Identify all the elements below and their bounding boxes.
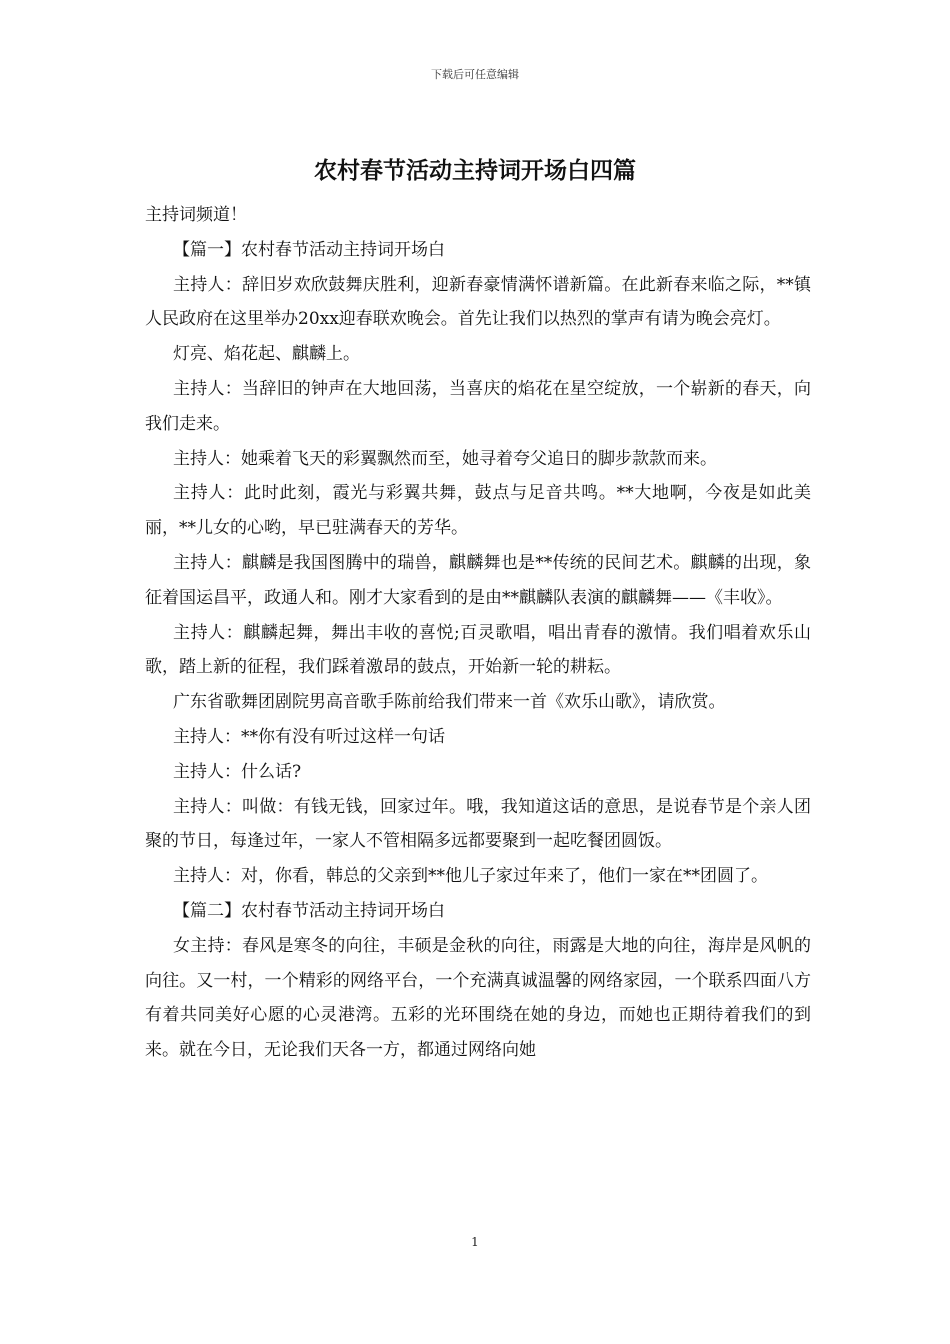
page-number: 1 xyxy=(471,1235,479,1249)
paragraph: 主持人：叫做：有钱无钱，回家过年。哦，我知道这话的意思，是说春节是个亲人团聚的节日，每逢过年，一家人不管相隔多远都要聚到一起吃餐团圆饭。 xyxy=(145,796,811,852)
paragraph: 【篇二】农村春节活动主持词开场白 xyxy=(173,900,445,921)
paragraph: 女主持：春风是寒冬的向往，丰硕是金秋的向往，雨露是大地的向往，海岸是风帆的向往。又一村，一个精彩的网络平台，一个充满真诚温馨的网络家园，一个联系四面八方有着共同美好心愿的心灵港湾。五彩的光环围绕在她的身边，而她也正期待着我们的到来。就在今日，无论我们天各一方，都通过网络向她 xyxy=(145,935,811,1061)
paragraph: 主持人：什么话? xyxy=(173,761,302,782)
paragraph: 主持人：麒麟起舞，舞出丰收的喜悦;百灵歌唱，唱出青春的激情。我们唱着欢乐山歌，踏上新的征程，我们踩着激昂的鼓点，开始新一轮的耕耘。 xyxy=(145,622,811,678)
header-note: 下载后可任意编辑 xyxy=(431,68,519,81)
paragraph: 主持人：此时此刻，霞光与彩翼共舞，鼓点与足音共鸣。**大地啊，今夜是如此美丽，**儿女的心哟，早已驻满春天的芳华。 xyxy=(145,483,811,539)
paragraph: 主持人：**你有没有听过这样一句话 xyxy=(173,726,445,747)
paragraph: 主持人：当辞旧的钟声在大地回荡，当喜庆的焰花在星空绽放，一个崭新的春天，向我们走来。 xyxy=(145,378,811,434)
paragraph: 主持人：对，你看，韩总的父亲到**他儿子家过年来了，他们一家在**团圆了。 xyxy=(173,866,768,887)
paragraph: 主持人：辞旧岁欢欣鼓舞庆胜利，迎新春豪情满怀谱新篇。在此新春来临之际，**镇人民政府在这里举办20xx迎春联欢晚会。首先让我们以热烈的掌声有请为晚会亮灯。 xyxy=(145,274,811,330)
paragraph: 主持词频道！ xyxy=(145,205,247,225)
paragraph: 广东省歌舞团剧院男高音歌手陈前给我们带来一首《欢乐山歌》，请欣赏。 xyxy=(173,692,726,713)
paragraph: 主持人：麒麟是我国图腾中的瑞兽，麒麟舞也是**传统的民间艺术。麒麟的出现，象征着国运昌平，政通人和。刚才大家看到的是由**麒麟队表演的麒麟舞——《丰收》。 xyxy=(145,552,811,608)
document-body xyxy=(145,198,811,1068)
paragraph: 灯亮、焰花起、麒麟上。 xyxy=(173,344,360,365)
paragraph: 【篇一】农村春节活动主持词开场白 xyxy=(173,239,445,260)
paragraph: 主持人：她乘着飞天的彩翼飘然而至，她寻着夸父追日的脚步款款而来。 xyxy=(173,448,717,469)
document-title: 农村春节活动主持词开场白四篇 xyxy=(314,157,636,184)
